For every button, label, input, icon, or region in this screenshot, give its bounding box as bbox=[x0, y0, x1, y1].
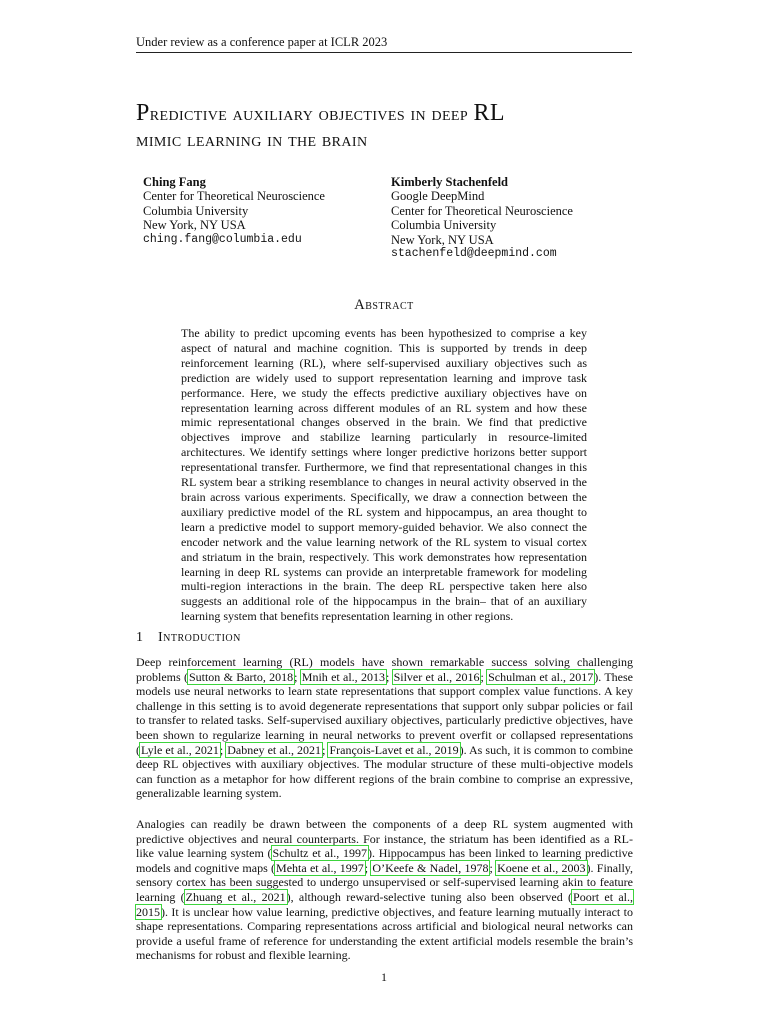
paragraph-text: ; bbox=[294, 669, 301, 684]
citation-link[interactable]: Schulman et al., 2017 bbox=[488, 669, 594, 684]
paragraph-text: ; bbox=[480, 669, 488, 684]
author-affiliation: Columbia University bbox=[391, 218, 497, 233]
paper-title bbox=[136, 100, 646, 153]
paragraph-text: ). Hippocampus has been linked to learning predictive models and cognitive maps ( bbox=[136, 846, 633, 875]
author-email[interactable]: ching.fang@columbia.edu bbox=[143, 232, 302, 246]
abstract-text: The ability to predict upcoming events has been hypothesized to comprise a key aspect of natural and machine cognition. This is supported by trends in deep reinforcement learning (RL), where self-supervised auxiliary objectives such as prediction are widely used to support representation learning and improve task performance. Here, we study the effects predictive auxiliary objectives have on representation learning across different modules of an RL system and how these mimic representational changes observed in the brain. We find that predictive objectives improve and stabilize learning particularly in resource-limited architectures. We identify settings where longer predictive horizons better support representational transfer. Furthermore, we find that representational changes in this RL system bear a striking resemblance to changes in neural activity observed in the brain across various experiments. Specifically, we draw a connection between the auxiliary predictive model of the RL system and hippocampus, an area thought to learn a predictive model to support memory-guided behavior. We also connect the encoder network and the value learning network of the RL system to visual cortex and striatum in the brain, respectively. This work demonstrates how representation learning in deep RL systems can provide an interpretable framework for modeling multi-region interactions in the brain. The deep RL perspective taken here also suggests an additional role of the hippocampus in the brain– that of an auxiliary learning system that benefits representation learning in other regions. bbox=[181, 326, 587, 624]
author-block-1 bbox=[143, 175, 325, 247]
intro-paragraph-1 bbox=[136, 655, 633, 801]
citation-link[interactable]: Lyle et al., 2021 bbox=[141, 742, 219, 757]
paragraph-text: ). As such, it is common to combine deep RL objectives with auxiliary objectives. The modular structure of these multi-objective models can function as a metaphor for how different regions of the brain combine to comprise an expressive, generalizable learning system. bbox=[136, 742, 634, 801]
paragraph-text: ). These models use neural networks to learn state representations that support complex value functions. A key challenge in this setting is to avoid degenerate representations that support only subpar policies or fail to transfer to related tasks. Self-supervised auxiliary objectives, particularly predictive objectives, have been shown to regularize learning in neural networks to prevent overfit or collapsed representations ( bbox=[136, 669, 633, 757]
paragraph-text: ; bbox=[385, 669, 393, 684]
author-name: Kimberly Stachenfeld bbox=[391, 175, 509, 189]
abstract-heading: Abstract bbox=[354, 297, 414, 313]
title-line-1 bbox=[136, 100, 505, 126]
paragraph-text: ; bbox=[322, 742, 329, 757]
page-number: 1 bbox=[381, 970, 387, 984]
paragraph-text: ). Finally, sensory cortex has been suggested to undergo unsupervised or self-supervised learning akin to feature learning ( bbox=[136, 860, 634, 904]
title-line-2: mimic learning in the brain bbox=[136, 129, 368, 151]
section-heading bbox=[136, 630, 241, 646]
title-rl: RL bbox=[473, 100, 505, 126]
running-head: Under review as a conference paper at ICLR 2023 bbox=[136, 34, 632, 53]
citation-link[interactable]: Sutton & Barto, 2018 bbox=[188, 669, 294, 684]
paragraph-text: ). It is unclear how value learning, predictive objectives, and feature learning mutually interact to shape representations. Comparing representations across artificial and biological neural networks can provide a useful frame of reference for understanding the extent artificial models resemble the brain’s mechanisms for robust and flexible learning. bbox=[136, 904, 633, 963]
title-line-1-text: redictive auxiliary objectives in deep bbox=[149, 103, 474, 125]
title-initial: P bbox=[136, 100, 150, 126]
author-affiliation: Google DeepMind bbox=[391, 189, 485, 204]
citation-link[interactable]: Mehta et al., 1997 bbox=[276, 860, 364, 875]
author-affiliation: New York, NY USA bbox=[143, 218, 246, 233]
citation-link[interactable]: Mnih et al., 2013 bbox=[301, 669, 385, 684]
author-affiliation: Columbia University bbox=[143, 203, 249, 218]
citation-link[interactable]: Silver et al., 2016 bbox=[393, 669, 480, 684]
citation-link[interactable]: Zhuang et al., 2021 bbox=[185, 889, 286, 904]
citation-link[interactable]: Schultz et al., 1997 bbox=[272, 846, 367, 861]
author-name: Ching Fang bbox=[143, 175, 206, 189]
paragraph-text: Deep reinforcement learning (RL) models have shown remarkable success solving challenging problems ( bbox=[136, 655, 633, 684]
section-title: Introduction bbox=[158, 630, 241, 645]
citation-link[interactable]: François-Lavet et al., 2019 bbox=[329, 742, 459, 757]
citation-link[interactable]: Dabney et al., 2021 bbox=[227, 742, 322, 757]
citation-link[interactable]: Koene et al., 2003 bbox=[497, 860, 586, 875]
author-affiliation: New York, NY USA bbox=[391, 232, 494, 247]
author-affiliation: Center for Theoretical Neuroscience bbox=[391, 203, 573, 218]
author-block-2 bbox=[391, 175, 573, 261]
citation-link[interactable]: Poort et al., 2015 bbox=[136, 889, 634, 919]
author-email[interactable]: stachenfeld@deepmind.com bbox=[391, 247, 557, 261]
intro-paragraph-2 bbox=[136, 817, 633, 963]
paragraph-text: ), although reward-selective tuning also been observed ( bbox=[286, 889, 573, 904]
citation-link[interactable]: O’Keefe & Nadel, 1978 bbox=[372, 860, 489, 875]
author-affiliation: Center for Theoretical Neuroscience bbox=[143, 189, 325, 204]
paragraph-text: ; bbox=[364, 860, 372, 875]
section-number: 1 bbox=[136, 630, 144, 645]
paragraph-text: Analogies can readily be drawn between the components of a deep RL system augmented with predictive objectives and neural counterparts. For instance, the striatum has been identified as a RL-like value learning system ( bbox=[136, 817, 633, 861]
paragraph-text: ; bbox=[489, 860, 497, 875]
paragraph-text: ; bbox=[219, 742, 227, 757]
